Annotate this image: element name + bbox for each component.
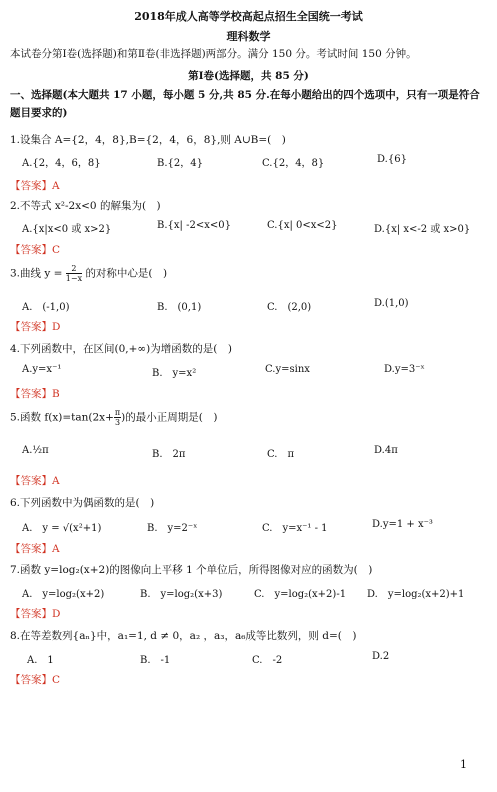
option-b: B. y=2⁻ˣ	[147, 523, 198, 534]
exam-intro: 本试卷分第Ⅰ卷(选择题)和第Ⅱ卷(非选择题)两部分。满分 150 分。考试时间 150 分钟。	[10, 48, 417, 60]
option-a: A.½π	[22, 445, 49, 456]
question-6-stem: 6.下列函数中为偶函数的是( )	[10, 497, 155, 509]
option-a: A.{x|x<0 或 x>2}	[22, 224, 112, 235]
option-d: D.{6}	[377, 154, 407, 165]
question-2-options	[22, 220, 482, 236]
option-c: C. y=x⁻¹ - 1	[262, 523, 328, 534]
question-8-stem: 8.在等差数列{aₙ}中，a₁=1, d ≠ 0，a₂ ，a₃，a₆成等比数列，则 d=( )	[10, 630, 357, 642]
question-3-options	[22, 298, 482, 314]
question-2-answer: 【答案】C	[10, 244, 61, 256]
question-4-stem: 4.下列函数中，在区间(0,+∞)为增函数的是( )	[10, 343, 232, 355]
question-3-stem-start: 3.曲线 y =	[10, 267, 63, 280]
fraction-denominator: 3	[114, 418, 121, 427]
question-8-options	[22, 651, 482, 667]
option-d: D.y=3⁻ˣ	[384, 364, 425, 375]
question-8-answer: 【答案】C	[10, 674, 61, 686]
option-b: B. -1	[140, 655, 171, 666]
option-a: A.y=x⁻¹	[22, 364, 62, 375]
question-4-answer: 【答案】B	[10, 388, 60, 400]
option-c: C. π	[267, 449, 295, 460]
fraction-denominator: 1−x	[65, 274, 83, 283]
page-number: 1	[460, 758, 467, 771]
option-b: B.{2，4}	[157, 158, 203, 169]
option-b: B. y=x²	[152, 368, 197, 379]
question-4-options	[22, 364, 482, 380]
option-a: A. y = √(x²+1)	[22, 523, 102, 534]
option-c: C.{x| 0<x<2}	[267, 220, 338, 231]
question-5-stem-end: )的最小正周期是( )	[121, 411, 218, 424]
fraction-numerator: π	[114, 408, 121, 417]
exam-title: 2018年成人高等学校高起点招生全国统一考试	[134, 10, 363, 23]
option-a: A. 1	[27, 655, 54, 666]
option-d: D.{x| x<-2 或 x>0}	[374, 224, 471, 235]
option-d: D.2	[372, 651, 390, 662]
option-b: B.{x| -2<x<0}	[157, 220, 231, 231]
question-6-options	[22, 519, 482, 535]
option-c: C.{2，4，8}	[262, 158, 325, 169]
question-3-stem	[10, 264, 167, 283]
option-b: B. (0,1)	[157, 302, 202, 313]
question-2-stem: 2.不等式 x²-2x<0 的解集为( )	[10, 200, 161, 212]
option-a: A.{2，4，6，8}	[22, 158, 101, 169]
question-3-stem-end: 的对称中心是( )	[85, 267, 168, 280]
option-d: D.4π	[374, 445, 398, 456]
fraction-numerator: 2	[66, 264, 82, 274]
instructions: 一、选择题(本大题共 17 小题，每小题 5 分,共 85 分.在每小题给出的四个选项中，只有一项是符合题目要求的)	[10, 89, 480, 119]
exam-subject: 理科数学	[226, 30, 271, 43]
option-d: D. y=log₂(x+2)+1	[367, 589, 465, 600]
fraction	[66, 264, 82, 283]
question-7-answer: 【答案】D	[10, 608, 61, 620]
question-1-stem: 1.设集合 A={2，4，8},B={2，4，6，8},则 A∪B=( )	[10, 134, 286, 146]
question-3-answer: 【答案】D	[10, 321, 61, 333]
section-heading: 第Ⅰ卷(选择题，共 85 分)	[188, 70, 309, 82]
question-5-options	[22, 445, 482, 461]
question-6-answer: 【答案】A	[10, 543, 60, 555]
question-5-stem	[10, 408, 217, 427]
question-7-options	[22, 585, 482, 601]
option-c: C.y=sinx	[265, 364, 310, 375]
option-a: A. (-1,0)	[22, 302, 70, 313]
question-5-answer: 【答案】A	[10, 475, 60, 487]
option-c: C. y=log₂(x+2)-1	[254, 589, 347, 600]
option-a: A. y=log₂(x+2)	[22, 589, 105, 600]
option-d: D.(1,0)	[374, 298, 409, 309]
option-d: D.y=1 + x⁻³	[372, 519, 433, 530]
option-b: B. 2π	[152, 449, 186, 460]
option-c: C. -2	[252, 655, 283, 666]
question-1-options	[22, 154, 482, 170]
option-b: B. y=log₂(x+3)	[140, 589, 223, 600]
option-c: C. (2,0)	[267, 302, 312, 313]
question-5-stem-start: 5.函数 f(x)=tan(2x+	[10, 411, 114, 424]
question-7-stem: 7.函数 y=log₂(x+2)的图像向上平移 1 个单位后，所得图像对应的函数为( )	[10, 564, 373, 576]
question-1-answer: 【答案】A	[10, 180, 60, 192]
